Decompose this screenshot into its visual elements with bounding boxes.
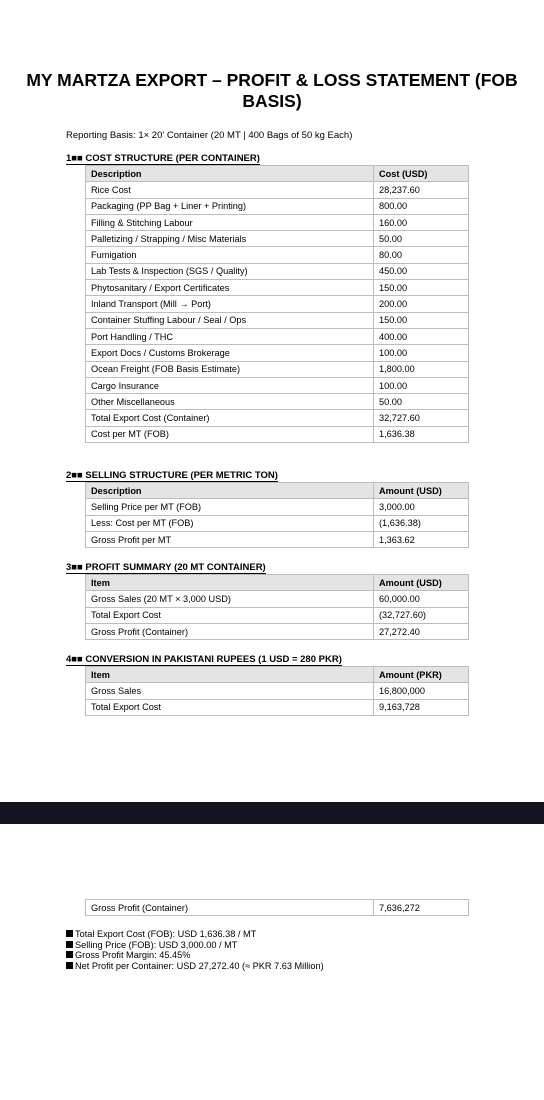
row-label: Cost per MT (FOB): [86, 426, 374, 442]
list-item: Total Export Cost (FOB): USD 1,636.38 / MT: [66, 929, 324, 940]
table-row: [86, 499, 469, 515]
cost-structure-table: [85, 165, 469, 443]
column-header: Item: [86, 575, 374, 591]
row-value: 200.00: [374, 296, 469, 312]
table-row: [86, 345, 469, 361]
row-value: 150.00: [374, 312, 469, 328]
row-label: Packaging (PP Bag + Liner + Printing): [86, 198, 374, 214]
row-value: 800.00: [374, 198, 469, 214]
row-label: Gross Sales (20 MT × 3,000 USD): [86, 591, 374, 607]
table-row: [86, 231, 469, 247]
table-row: [86, 683, 469, 699]
row-value: 50.00: [374, 231, 469, 247]
row-label: Inland Transport (Mill → Port): [86, 296, 374, 312]
table-row: [86, 263, 469, 279]
summary-bullets: [66, 929, 324, 971]
section-heading-cost-structure: 1■■ COST STRUCTURE (PER CONTAINER): [66, 153, 260, 164]
row-value: 100.00: [374, 345, 469, 361]
section-heading-profit-summary: 3■■ PROFIT SUMMARY (20 MT CONTAINER): [66, 562, 266, 573]
column-header: Description: [86, 483, 374, 499]
table-header-row: [86, 483, 469, 499]
column-header: Amount (USD): [374, 483, 469, 499]
table-row: [86, 214, 469, 230]
row-label: Port Handling / THC: [86, 328, 374, 344]
row-value: 60,000.00: [374, 591, 469, 607]
column-header: Cost (USD): [374, 166, 469, 182]
section-heading-pkr-conversion: 4■■ CONVERSION IN PAKISTANI RUPEES (1 USD = 280 PKR): [66, 654, 342, 665]
row-value: 28,237.60: [374, 182, 469, 198]
row-value: 450.00: [374, 263, 469, 279]
row-value: 50.00: [374, 394, 469, 410]
table-row: [86, 426, 469, 442]
row-value: 160.00: [374, 214, 469, 230]
page-break-divider: [0, 802, 544, 824]
row-label: Lab Tests & Inspection (SGS / Quality): [86, 263, 374, 279]
row-label: Gross Profit per MT: [86, 531, 374, 547]
list-item: Net Profit per Container: USD 27,272.40 (≈ PKR 7.63 Million): [66, 961, 324, 972]
row-label: Palletizing / Strapping / Misc Materials: [86, 231, 374, 247]
row-value: 100.00: [374, 377, 469, 393]
table-row: [86, 531, 469, 547]
list-item: Gross Profit Margin: 45.45%: [66, 950, 324, 961]
pkr-conversion-table-continued: [85, 899, 469, 916]
table-header-row: [86, 667, 469, 683]
row-label: Container Stuffing Labour / Seal / Ops: [86, 312, 374, 328]
table-row: [86, 328, 469, 344]
row-value: 150.00: [374, 280, 469, 296]
row-value: 27,272.40: [374, 623, 469, 639]
row-value: 1,800.00: [374, 361, 469, 377]
table-row: [86, 198, 469, 214]
section-heading-selling-structure: 2■■ SELLING STRUCTURE (PER METRIC TON): [66, 470, 278, 481]
table-row: [86, 296, 469, 312]
square-bullet-icon: [66, 951, 73, 958]
table-row: [86, 515, 469, 531]
reporting-basis: Reporting Basis: 1× 20' Container (20 MT | 400 Bags of 50 kg Each): [66, 130, 353, 141]
column-header: Amount (USD): [374, 575, 469, 591]
row-label: Less: Cost per MT (FOB): [86, 515, 374, 531]
document-title: MY MARTZA EXPORT – PROFIT & LOSS STATEMENT (FOB BASIS): [26, 70, 518, 111]
row-value: 1,363.62: [374, 531, 469, 547]
table-row: [86, 182, 469, 198]
row-label: Gross Profit (Container): [86, 900, 374, 916]
row-value: (32,727.60): [374, 607, 469, 623]
row-label: Total Export Cost (Container): [86, 410, 374, 426]
row-label: Total Export Cost: [86, 607, 374, 623]
pkr-conversion-table: [85, 666, 469, 716]
table-row: [86, 394, 469, 410]
row-label: Export Docs / Customs Brokerage: [86, 345, 374, 361]
row-label: Other Miscellaneous: [86, 394, 374, 410]
row-label: Gross Sales: [86, 683, 374, 699]
table-row: [86, 591, 469, 607]
table-row: [86, 607, 469, 623]
table-row: [86, 247, 469, 263]
table-row: [86, 377, 469, 393]
table-row: [86, 280, 469, 296]
row-label: Ocean Freight (FOB Basis Estimate): [86, 361, 374, 377]
row-label: Selling Price per MT (FOB): [86, 499, 374, 515]
table-row: [86, 361, 469, 377]
row-value: 400.00: [374, 328, 469, 344]
list-item: Selling Price (FOB): USD 3,000.00 / MT: [66, 940, 324, 951]
row-value: 1,636.38: [374, 426, 469, 442]
table-row: [86, 623, 469, 639]
table-row: [86, 312, 469, 328]
row-label: Fumigation: [86, 247, 374, 263]
column-header: Item: [86, 667, 374, 683]
row-label: Phytosanitary / Export Certificates: [86, 280, 374, 296]
profit-summary-table: [85, 574, 469, 640]
table-header-row: [86, 575, 469, 591]
row-value: 80.00: [374, 247, 469, 263]
row-label: Filling & Stitching Labour: [86, 214, 374, 230]
row-value: 7,636,272: [374, 900, 469, 916]
column-header: Amount (PKR): [374, 667, 469, 683]
square-bullet-icon: [66, 941, 73, 948]
row-value: 32,727.60: [374, 410, 469, 426]
row-label: Cargo Insurance: [86, 377, 374, 393]
row-value: (1,636.38): [374, 515, 469, 531]
row-value: 16,800,000: [374, 683, 469, 699]
row-label: Rice Cost: [86, 182, 374, 198]
table-row: [86, 900, 469, 916]
row-label: Gross Profit (Container): [86, 623, 374, 639]
row-value: 3,000.00: [374, 499, 469, 515]
table-row: [86, 699, 469, 715]
selling-structure-table: [85, 482, 469, 548]
table-row: [86, 410, 469, 426]
column-header: Description: [86, 166, 374, 182]
square-bullet-icon: [66, 930, 73, 937]
row-value: 9,163,728: [374, 699, 469, 715]
table-header-row: [86, 166, 469, 182]
row-label: Total Export Cost: [86, 699, 374, 715]
square-bullet-icon: [66, 962, 73, 969]
